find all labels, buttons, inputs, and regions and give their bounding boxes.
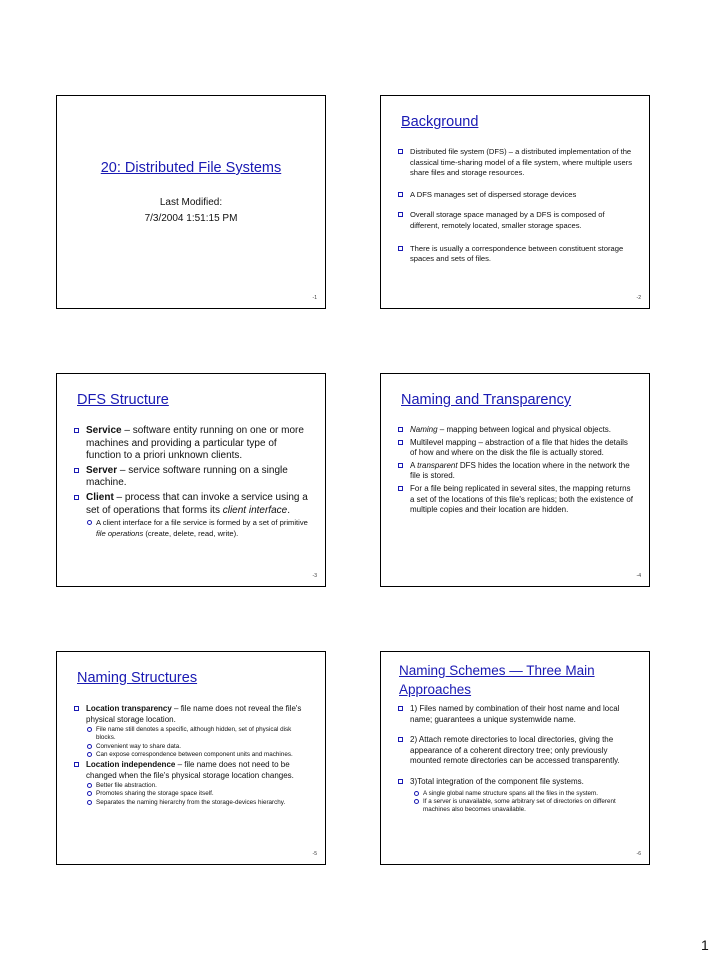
page-number: 1 — [701, 937, 709, 953]
square-bullet-icon — [398, 486, 403, 491]
circle-bullet-icon — [414, 799, 419, 804]
slide-6 — [380, 651, 650, 865]
circle-bullet-icon — [87, 520, 92, 525]
list-item: Better file abstraction. — [87, 782, 311, 790]
square-bullet-icon — [398, 737, 403, 742]
slide-number: -6 — [636, 851, 641, 857]
circle-bullet-icon — [87, 791, 92, 796]
list-item: If a server is unavailable, some arbitrary set of directories on different machines also becomes unavailable. — [414, 798, 635, 814]
list-item: Naming – mapping between logical and physical objects. — [398, 425, 635, 436]
slide-2-title: Background — [401, 114, 479, 130]
slide-6-title-line-2: Approaches — [399, 682, 472, 697]
square-bullet-icon — [398, 440, 403, 445]
list-item: For a file being replicated in several sites, the mapping returns a set of the locations of this file's replicas; both the existence of multiple copies and their location are hidden. — [398, 484, 635, 516]
list-item: Separates the naming hierarchy from the storage-devices hierarchy. — [87, 799, 311, 807]
modified-date: 7/3/2004 1:51:15 PM — [144, 213, 238, 224]
slide-3 — [56, 373, 326, 587]
list-item: Location independence – file name does not need to be changed when the file's physical storage location changes. Better file abstraction. Promotes sharing the storage space itself. Separates the naming hierarchy from the storage-devices hierarchy. — [74, 760, 311, 807]
slide-number: -2 — [636, 295, 641, 301]
list-item: File name still denotes a specific, although hidden, set of physical disk blocks. — [87, 726, 311, 742]
sub-list — [86, 726, 311, 759]
modified-label: Last Modified: — [159, 197, 223, 208]
sub-list — [86, 518, 311, 539]
square-bullet-icon — [398, 149, 403, 154]
square-bullet-icon — [74, 428, 79, 433]
list-item: Multilevel mapping – abstraction of a file that hides the details of how and where on the disk the file is actually stored. — [398, 438, 635, 459]
square-bullet-icon — [74, 762, 79, 767]
list-item: Location transparency – file name does not reveal the file's physical storage location. File name still denotes a specific, although hidden, set of physical disk blocks. Convenient way to share data. Can expose correspondence between component units and machines. — [74, 704, 311, 759]
circle-bullet-icon — [87, 800, 92, 805]
list-item: Overall storage space managed by a DFS is composed of different, remotely located, smaller storage spaces. — [398, 210, 635, 231]
bullet-list — [398, 147, 635, 265]
square-bullet-icon — [74, 495, 79, 500]
square-bullet-icon — [74, 706, 79, 711]
list-item: A DFS manages set of dispersed storage devices — [398, 190, 635, 201]
list-item: Server – service software running on a single machine. — [74, 465, 311, 490]
list-item: A single global name structure spans all the files in the system. — [414, 790, 635, 798]
list-item: A transparent DFS hides the location where in the network the file is stored. — [398, 461, 635, 482]
slide-4-title: Naming and Transparency — [401, 392, 572, 408]
circle-bullet-icon — [87, 752, 92, 757]
square-bullet-icon — [398, 246, 403, 251]
slide-number: -1 — [312, 295, 317, 301]
square-bullet-icon — [398, 463, 403, 468]
square-bullet-icon — [398, 192, 403, 197]
list-item: There is usually a correspondence between constituent storage spaces and sets of files. — [398, 244, 635, 265]
circle-bullet-icon — [87, 727, 92, 732]
square-bullet-icon — [398, 779, 403, 784]
list-item: 2) Attach remote directories to local directories, giving the appearance of a coherent directory tree; only previously mounted remote directories can be accessed transparently. — [398, 735, 635, 767]
square-bullet-icon — [74, 468, 79, 473]
slide-6-title-line-1: Naming Schemes — Three Main — [399, 663, 595, 678]
list-item: Promotes sharing the storage space itself. — [87, 790, 311, 798]
bullet-list — [74, 704, 311, 807]
slide-1-title: 20: Distributed File Systems — [100, 160, 282, 176]
circle-bullet-icon — [87, 744, 92, 749]
slide-1 — [56, 95, 326, 309]
list-item: Client – process that can invoke a service using a set of operations that forms its client interface. A client interface for a file service is formed by a set of primitive file operations (create, delete, read, write). — [74, 492, 311, 539]
slide-5-title: Naming Structures — [77, 670, 198, 686]
sub-list — [410, 790, 635, 815]
list-item: Can expose correspondence between component units and machines. — [87, 751, 311, 759]
slide-4 — [380, 373, 650, 587]
slide-number: -3 — [312, 573, 317, 579]
bullet-list — [398, 425, 635, 516]
list-item: Convenient way to share data. — [87, 743, 311, 751]
list-item: A client interface for a file service is formed by a set of primitive file operations (create, delete, read, write). — [87, 518, 311, 539]
list-item: Distributed file system (DFS) – a distributed implementation of the classical time-sharing model of a file system, where multiple users share files and storage resources. — [398, 147, 635, 179]
bullet-list — [74, 425, 311, 539]
circle-bullet-icon — [87, 783, 92, 788]
slide-number: -4 — [636, 573, 641, 579]
slide-number: -5 — [312, 851, 317, 857]
square-bullet-icon — [398, 706, 403, 711]
bullet-list — [398, 704, 635, 814]
slide-3-title: DFS Structure — [77, 392, 169, 408]
circle-bullet-icon — [414, 791, 419, 796]
slide-2 — [380, 95, 650, 309]
square-bullet-icon — [398, 427, 403, 432]
list-item: 1) Files named by combination of their host name and local name; guarantees a unique systemwide name. — [398, 704, 635, 725]
list-item: 3)Total integration of the component file systems. A single global name structure spans all the files in the system. If a server is unavailable, some arbitrary set of directories on different machines also becomes unavailable. — [398, 777, 635, 814]
sub-list — [86, 782, 311, 807]
slide-5 — [56, 651, 326, 865]
list-item: Service – software entity running on one or more machines and providing a particular type of function to a priori unknown clients. — [74, 425, 311, 463]
square-bullet-icon — [398, 212, 403, 217]
